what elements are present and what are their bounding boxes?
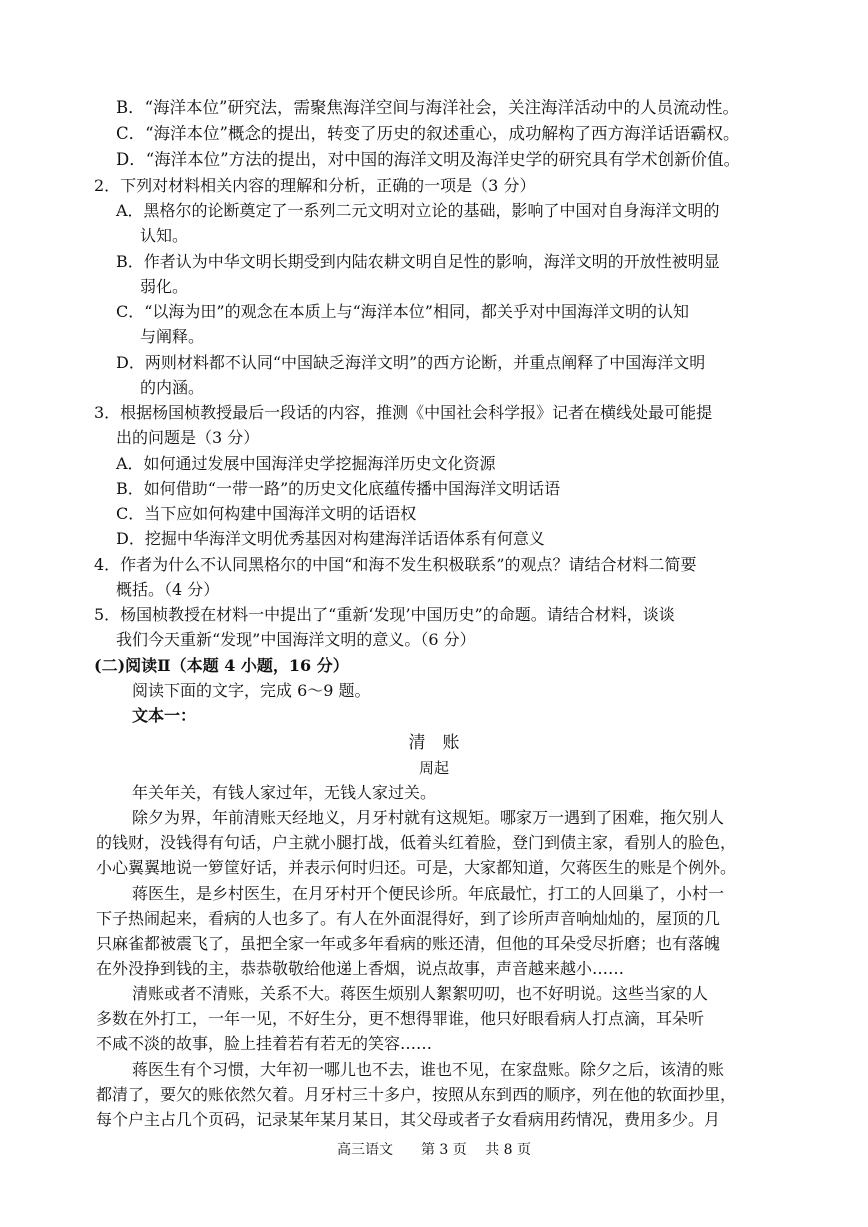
story-paragraph-5-line-3: 每个户主占几个页码，记录某年某月某日，其父母或者子女看病用药情况，费用多少。月 xyxy=(96,1110,721,1129)
q4-stem: 4．作者为什么不认同黑格尔的中国“和海不发生积极联系”的观点？请结合材料二简要 xyxy=(94,555,697,574)
q1-option-d: D．“海洋本位”方法的提出，对中国的海洋文明及海洋史学的研究具有学术创新价值。 xyxy=(116,150,741,169)
story-paragraph-5-line-2: 都清了，要欠的账依然欠着。月牙村三十多户，按照从东到西的顺序，列在他的软面抄里， xyxy=(96,1085,737,1104)
text-label: 文本一： xyxy=(132,706,197,725)
story-paragraph-2: 除夕为界，年前清账天经地义，月牙村就有这规矩。哪家万一遇到了困难，拖欠别人 xyxy=(132,808,725,827)
q4-stem-cont: 概括。（4 分） xyxy=(116,580,220,599)
story-paragraph-3-line-4: 在外没挣到钱的主，恭恭敬敬给他递上香烟，说点故事，声音越来越小…… xyxy=(96,959,625,978)
q3-option-d: D．挖掘中华海洋文明优秀基因对构建海洋话语体系有何意义 xyxy=(116,529,545,548)
q1-option-c: C．“海洋本位”概念的提出，转变了历史的叙述重心，成功解构了西方海洋话语霸权。 xyxy=(116,124,740,143)
q2-option-c-cont: 与阐释。 xyxy=(140,327,205,346)
q2-option-d-cont: 的内涵。 xyxy=(140,378,205,397)
story-paragraph-2-line-3: 小心翼翼地说一箩筐好话，并表示何时归还。可是，大家都知道，欠蒋医生的账是个例外。 xyxy=(96,858,737,877)
q2-option-a: A．黑格尔的论断奠定了一系列二元文明对立论的基础，影响了中国对自身海洋文明的 xyxy=(116,201,720,220)
story-paragraph-4-line-3: 不咸不淡的故事，脸上挂着若有若无的笑容…… xyxy=(96,1034,433,1053)
story-paragraph-3-line-3: 只麻雀都被震飞了，虽把全家一年或多年看病的账还清，但他的耳朵受尽折磨；也有落魄 xyxy=(96,934,721,953)
story-title: 清 账 xyxy=(408,733,460,753)
q3-stem-cont: 出的问题是（3 分） xyxy=(116,428,260,447)
q3-option-c: C．当下应如何构建中国海洋文明的话语权 xyxy=(116,504,417,523)
story-paragraph-4-line-2: 多数在外打工，一年一见，不好生分，更不想得罪谁，他只好眼看病人打点滴，耳朵听 xyxy=(96,1009,705,1028)
q2-option-d: D．两则材料都不认同“中国缺乏海洋文明”的西方论断，并重点阐释了中国海洋文明 xyxy=(116,353,706,372)
q1-option-b: B．“海洋本位”研究法，需聚焦海洋空间与海洋社会，关注海洋活动中的人员流动性。 xyxy=(116,98,739,117)
story-author: 周起 xyxy=(418,759,449,777)
story-paragraph-3-line-2: 下子热闹起来，看病的人也多了。有人在外面混得好，到了诊所声音响灿灿的，屋顶的几 xyxy=(96,909,721,928)
q2-option-b: B．作者认为中华文明长期受到内陆农耕文明自足性的影响，海洋文明的开放性被明显 xyxy=(116,252,720,271)
q2-option-c: C．“以海为田”的观念在本质上与“海洋本位”相同，都关乎对中国海洋文明的认知 xyxy=(116,302,689,321)
section-instruction: 阅读下面的文字，完成 6～9 题。 xyxy=(132,681,371,700)
story-paragraph-4: 清账或者不清账，关系不大。蒋医生烦别人絮絮叨叨，也不好明说。这些当家的人 xyxy=(132,984,709,1003)
story-paragraph-1: 年关年关，有钱人家过年，无钱人家过关。 xyxy=(132,783,437,802)
story-paragraph-5: 蒋医生有个习惯，大年初一哪儿也不去，谁也不见，在家盘账。除夕之后，该清的账 xyxy=(132,1060,725,1079)
story-paragraph-3: 蒋医生，是乡村医生，在月牙村开个便民诊所。年底最忙，打工的人回巢了，小村一 xyxy=(132,884,725,903)
q3-option-a: A．如何通过发展中国海洋史学挖掘海洋历史文化资源 xyxy=(116,454,496,473)
q5-stem-cont: 我们今天重新“发现”中国海洋文明的意义。（6 分） xyxy=(116,630,476,649)
page-footer: 高三语文 第 3 页 共 8 页 xyxy=(336,1142,532,1158)
section-heading: (二)阅读Ⅱ（本题 4 小题，16 分） xyxy=(94,656,349,675)
q2-option-a-cont: 认知。 xyxy=(140,226,189,245)
q3-stem: 3．根据杨国桢教授最后一段话的内容，推测《中国社会科学报》记者在横线处最可能提 xyxy=(94,403,713,422)
q2-stem: 2．下列对材料相关内容的理解和分析，正确的一项是（3 分） xyxy=(94,176,536,195)
q3-option-b: B．如何借助“一带一路”的历史文化底蕴传播中国海洋文明话语 xyxy=(116,479,561,498)
q5-stem: 5．杨国桢教授在材料一中提出了“重新‘发现’中国历史”的命题。请结合材料，谈谈 xyxy=(94,605,675,624)
q2-option-b-cont: 弱化。 xyxy=(140,277,189,296)
story-paragraph-2-line-2: 的钱财，没钱得有句话，户主就小腿打战，低着头红着脸，登门到债主家，看别人的脸色， xyxy=(96,833,737,852)
